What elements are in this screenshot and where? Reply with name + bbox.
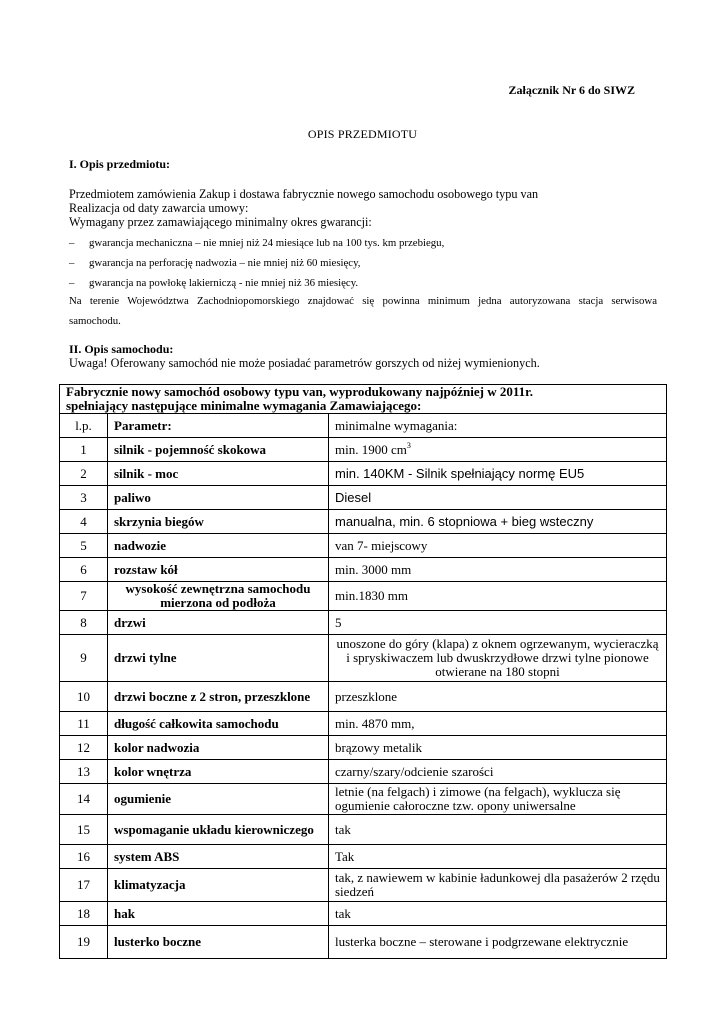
row-req: unoszone do góry (klapa) z oknem ogrzewanym, wycieraczką i spryskiwaczem lub dwuskrzydłowe drzwi tylne pionowe otwierane na 180 stopni (329, 635, 667, 682)
table-row (60, 902, 667, 926)
row-req-sup: 3 (406, 440, 411, 450)
warranty-bullet (69, 277, 358, 289)
row-param: długość całkowita samochodu (108, 712, 329, 736)
warranty-bullet (69, 237, 444, 249)
row-param: system ABS (108, 845, 329, 869)
bullet-dash: – (69, 237, 75, 249)
row-req: manualna, min. 6 stopniowa + bieg wsteczny (329, 510, 667, 534)
row-param: drzwi boczne z 2 stron, przeszklone (108, 682, 329, 712)
row-lp: 3 (60, 486, 108, 510)
row-param: hak (108, 902, 329, 926)
row-param: wysokość zewnętrzna samochodu mierzona od podłoża (108, 582, 329, 611)
row-lp: 2 (60, 462, 108, 486)
row-req: min. 3000 mm (329, 558, 667, 582)
row-param: silnik - pojemność skokowa (108, 438, 329, 462)
row-req: tak (329, 815, 667, 845)
table-row (60, 869, 667, 902)
warranty-mechanical: gwarancja mechaniczna – nie mniej niż 24 miesiące lub na 100 tys. km przebiegu, (89, 237, 445, 249)
table-heading-line2: spełniający następujące minimalne wymagania Zamawiającego: (66, 398, 422, 413)
row-req: Tak (329, 845, 667, 869)
warranty-intro: Wymagany przez zamawiającego minimalny okres gwarancji: (69, 215, 372, 229)
row-param: klimatyzacja (108, 869, 329, 902)
table-heading-row (60, 385, 667, 414)
specification-table (59, 384, 667, 959)
table-row (60, 486, 667, 510)
row-lp: 15 (60, 815, 108, 845)
annex-label: Załącznik Nr 6 do SIWZ (508, 83, 635, 97)
table-heading-line1: Fabrycznie nowy samochód osobowy typu van, wyprodukowany najpóźniej w 2011r. (66, 384, 533, 399)
table-row (60, 760, 667, 784)
row-param: drzwi (108, 611, 329, 635)
column-header-param: Parametr: (108, 414, 329, 438)
row-lp: 12 (60, 736, 108, 760)
row-lp: 5 (60, 534, 108, 558)
section2-heading: II. Opis samochodu: (69, 342, 174, 356)
warranty-perforation: gwarancja na perforację nadwozia – nie mniej niż 60 miesięcy, (89, 257, 361, 269)
row-lp: 6 (60, 558, 108, 582)
row-lp: 1 (60, 438, 108, 462)
row-req: min.1830 mm (329, 582, 667, 611)
row-lp: 7 (60, 582, 108, 611)
row-req: min. 140KM - Silnik spełniający normę EU5 (329, 462, 667, 486)
warranty-paint: gwarancja na powłokę lakierniczą - nie mniej niż 36 miesięcy. (89, 277, 359, 289)
row-param: lusterko boczne (108, 926, 329, 959)
row-lp: 13 (60, 760, 108, 784)
section1-heading: I. Opis przedmiotu: (69, 157, 171, 171)
row-req (329, 438, 667, 462)
service-station-line-end: samochodu. (69, 315, 121, 327)
table-row (60, 582, 667, 611)
row-param: drzwi tylne (108, 635, 329, 682)
column-header-lp: l.p. (60, 414, 108, 438)
row-param: nadwozie (108, 534, 329, 558)
row-param: silnik - moc (108, 462, 329, 486)
column-header-req: minimalne wymagania: (329, 414, 667, 438)
row-req: czarny/szary/odcienie szarości (329, 760, 667, 784)
row-param: ogumienie (108, 784, 329, 815)
row-lp: 10 (60, 682, 108, 712)
table-row (60, 534, 667, 558)
table-column-header-row (60, 414, 667, 438)
row-req: 5 (329, 611, 667, 635)
row-req: min. 4870 mm, (329, 712, 667, 736)
realization-line: Realizacja od daty zawarcia umowy: (69, 201, 249, 215)
row-param: rozstaw kół (108, 558, 329, 582)
subject-line: Przedmiotem zamówienia Zakup i dostawa fabrycznie nowego samochodu osobowego typu van (69, 187, 539, 201)
row-param: kolor wnętrza (108, 760, 329, 784)
bullet-dash: – (69, 277, 75, 289)
table-row (60, 736, 667, 760)
table-row (60, 558, 667, 582)
row-param: paliwo (108, 486, 329, 510)
table-row (60, 845, 667, 869)
table-row (60, 462, 667, 486)
row-req-text: min. 1900 cm (335, 441, 407, 457)
table-row (60, 510, 667, 534)
row-lp: 8 (60, 611, 108, 635)
row-lp: 11 (60, 712, 108, 736)
row-lp: 19 (60, 926, 108, 959)
section2-note: Uwaga! Oferowany samochód nie może posiadać parametrów gorszych od niżej wymienionych. (69, 356, 540, 370)
row-req: lusterka boczne – sterowane i podgrzewane elektrycznie (329, 926, 667, 959)
row-req: letnie (na felgach) i zimowe (na felgach), wyklucza się ogumienie całoroczne tzw. opony uniwersalne (329, 784, 667, 815)
row-lp: 17 (60, 869, 108, 902)
row-param: kolor nadwozia (108, 736, 329, 760)
table-row (60, 438, 667, 462)
row-lp: 4 (60, 510, 108, 534)
document-title: OPIS PRZEDMIOTU (307, 127, 418, 141)
row-req: brązowy metalik (329, 736, 667, 760)
table-row (60, 784, 667, 815)
row-param: wspomaganie układu kierowniczego (108, 815, 329, 845)
table-row (60, 926, 667, 959)
table-heading (60, 385, 667, 414)
row-lp: 16 (60, 845, 108, 869)
row-req: van 7- miejscowy (329, 534, 667, 558)
row-lp: 9 (60, 635, 108, 682)
row-req: przeszklone (329, 682, 667, 712)
table-row (60, 682, 667, 712)
bullet-dash: – (69, 257, 75, 269)
row-lp: 18 (60, 902, 108, 926)
table-row (60, 712, 667, 736)
row-req: tak (329, 902, 667, 926)
row-lp: 14 (60, 784, 108, 815)
table-row (60, 635, 667, 682)
row-req: Diesel (329, 486, 667, 510)
table-row (60, 611, 667, 635)
service-station-line: Na terenie Województwa Zachodniopomorskiego znajdować się powinna minimum jedna autoryzowana stacja serwisowa (69, 295, 657, 307)
row-req: tak, z nawiewem w kabinie ładunkowej dla pasażerów 2 rzędu siedzeń (329, 869, 667, 902)
warranty-bullet (69, 257, 361, 269)
table-row (60, 815, 667, 845)
row-param: skrzynia biegów (108, 510, 329, 534)
